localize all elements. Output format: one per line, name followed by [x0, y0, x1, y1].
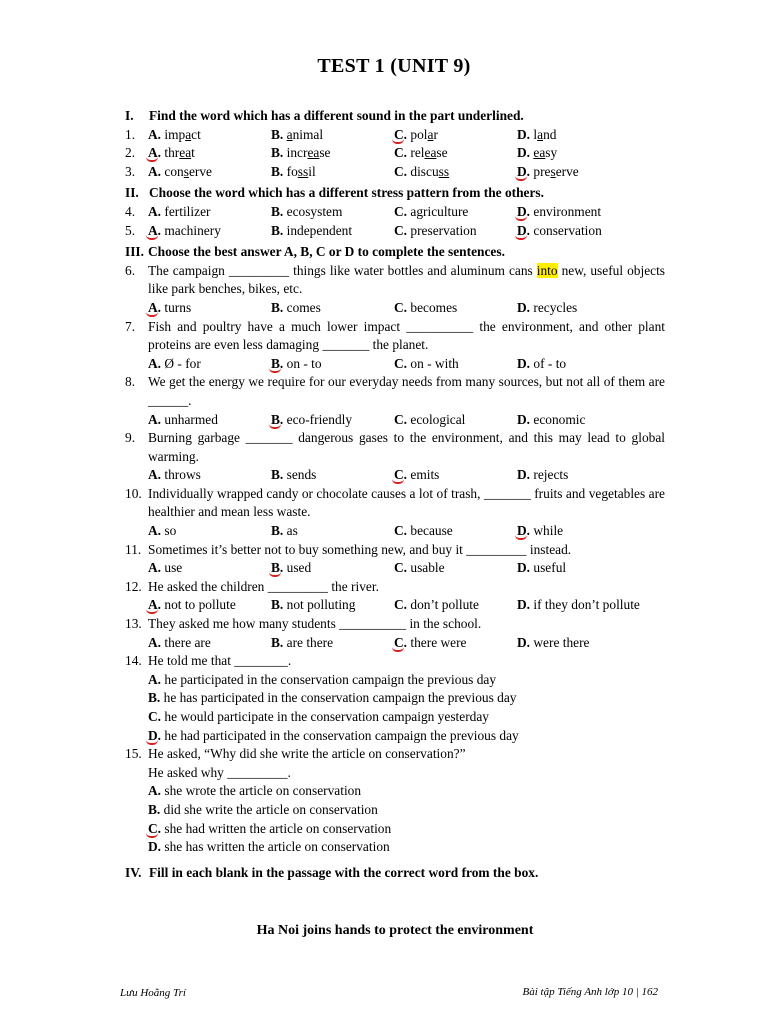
question-text-part: Sometimes it’s better not to buy something new, and buy it _________ instead.: [148, 541, 572, 557]
option-text: throws: [161, 467, 201, 483]
option-letter: D.: [517, 467, 531, 483]
option-text: r: [433, 126, 438, 142]
question-number: 14.: [125, 653, 142, 669]
option-text: sy: [545, 145, 558, 161]
options-row: [125, 634, 665, 653]
option-text: l: [530, 126, 538, 142]
question-text: [148, 373, 665, 410]
underlined-part: ea: [533, 145, 546, 161]
option-letter: B.: [271, 560, 284, 576]
section-number: I.: [125, 108, 134, 123]
option-letter: D.: [148, 727, 162, 743]
underlined-part: ea: [179, 145, 192, 161]
question-item: [125, 745, 665, 764]
answer-option[interactable]: [394, 222, 517, 241]
option-letter: D.: [517, 411, 531, 427]
option-text: rel: [407, 145, 425, 161]
answer-option[interactable]: [148, 801, 665, 820]
underlined-part: s: [550, 163, 556, 179]
underlined-part: s: [183, 163, 189, 179]
option-text: imp: [161, 126, 186, 142]
answer-option[interactable]: [271, 163, 394, 182]
question-number: 1.: [125, 126, 136, 142]
options-row: [125, 466, 665, 485]
option-text: were there: [530, 634, 590, 650]
option-letter: B.: [271, 467, 284, 483]
option-text: not to pollute: [161, 597, 236, 613]
option-text: economic: [530, 411, 586, 427]
question-number: 12.: [125, 578, 142, 594]
option-text: discu: [407, 163, 439, 179]
option-letter: D.: [517, 523, 531, 539]
question-item: [125, 373, 665, 410]
answer-option[interactable]: [394, 126, 517, 145]
option-text: fertilizer: [161, 203, 211, 219]
answer-option[interactable]: [517, 466, 640, 485]
option-text: so: [161, 523, 177, 539]
option-letter: B.: [271, 523, 284, 539]
option-text: agriculture: [407, 203, 469, 219]
question-text: [148, 429, 665, 466]
answer-option[interactable]: [271, 144, 394, 163]
option-letter: B.: [148, 690, 161, 706]
option-letter: D.: [517, 634, 531, 650]
section-instruction: Find the word which has a different sound in the part underlined.: [149, 108, 524, 123]
answer-option[interactable]: [271, 222, 394, 241]
answer-option[interactable]: [394, 411, 517, 430]
option-text: conservation: [530, 222, 602, 238]
option-letter: B.: [271, 411, 284, 427]
underlined-part: ss: [438, 163, 450, 179]
answer-option[interactable]: [517, 163, 640, 182]
option-letter: A.: [148, 523, 162, 539]
stacked-options: [125, 782, 665, 856]
option-text: usable: [407, 560, 445, 576]
section-heading: [125, 864, 665, 883]
question-number: 7.: [125, 318, 136, 334]
question-text: [148, 615, 665, 634]
highlighted-word: into: [536, 262, 558, 278]
answer-option[interactable]: [148, 144, 271, 163]
footer-book-page: Bài tập Tiếng Anh lớp 10 | 162: [522, 986, 658, 998]
question-item: [125, 222, 665, 241]
answer-option[interactable]: [148, 708, 665, 727]
option-letter: D.: [517, 203, 531, 219]
question-item: [125, 262, 665, 299]
answer-option[interactable]: [394, 466, 517, 485]
answer-option[interactable]: [271, 466, 394, 485]
question-item: [125, 144, 665, 163]
question-text: [148, 318, 665, 355]
options-row: [148, 126, 640, 145]
question-item: [125, 126, 665, 145]
option-text: she had written the article on conservation: [161, 820, 392, 836]
option-letter: C.: [394, 523, 408, 539]
option-letter: C.: [148, 820, 162, 836]
option-letter: B.: [271, 145, 284, 161]
option-letter: D.: [517, 222, 531, 238]
option-letter: A.: [148, 222, 162, 238]
section-number: IV.: [125, 864, 142, 880]
answer-option[interactable]: [148, 727, 665, 746]
option-letter: C.: [394, 126, 408, 142]
option-letter: D.: [148, 839, 162, 855]
option-letter: D.: [517, 299, 531, 315]
option-letter: D.: [517, 597, 531, 613]
option-text: there are: [161, 634, 211, 650]
option-letter: C.: [394, 222, 408, 238]
option-letter: B.: [148, 801, 161, 817]
question-number: 6.: [125, 262, 136, 278]
question-text: [148, 745, 665, 764]
answer-option[interactable]: [517, 596, 640, 615]
answer-option[interactable]: [148, 671, 665, 690]
option-text: sends: [283, 467, 317, 483]
answer-option[interactable]: [394, 355, 517, 374]
option-text: he would participate in the conservation campaign yesterday: [161, 709, 489, 724]
answer-option[interactable]: [148, 820, 665, 839]
answer-option[interactable]: [148, 411, 271, 430]
passage-title: Ha Noi joins hands to protect the environment: [256, 923, 534, 938]
option-text: erve: [188, 163, 212, 179]
option-letter: C.: [394, 467, 408, 483]
option-text: if they don’t pollute: [530, 597, 640, 613]
option-letter: A.: [148, 467, 162, 483]
answer-option[interactable]: [517, 222, 640, 241]
question-text-part: Burning garbage _______ dangerous gases to the environment, and this may lead to global warming.: [148, 430, 665, 464]
option-text: while: [530, 523, 564, 539]
question-text: [148, 541, 665, 560]
underlined-part: a: [427, 126, 434, 142]
option-letter: B.: [271, 634, 284, 650]
option-letter: B.: [271, 355, 284, 371]
answer-option[interactable]: [271, 126, 394, 145]
option-text: used: [283, 560, 312, 576]
question-number: 9.: [125, 430, 136, 446]
question-item: [125, 652, 665, 671]
answer-option[interactable]: [394, 596, 517, 615]
option-text: useful: [530, 560, 567, 576]
option-text: ct: [191, 126, 201, 142]
question-text-part: new, useful objects like park benches, bikes, etc.: [148, 262, 666, 297]
question-item: [125, 485, 665, 522]
option-letter: B.: [271, 203, 284, 219]
stacked-options: [125, 671, 665, 745]
options-row: [125, 299, 665, 318]
answer-option[interactable]: [394, 144, 517, 163]
option-text: on - to: [283, 355, 322, 371]
option-text: fo: [283, 163, 298, 179]
question-item: [125, 578, 665, 597]
option-letter: B.: [271, 222, 284, 238]
option-letter: A.: [148, 597, 162, 613]
option-letter: C.: [394, 145, 408, 161]
option-text: use: [161, 560, 183, 576]
option-letter: A.: [148, 299, 162, 315]
question-text-part: Individually wrapped candy or chocolate causes a lot of trash, _______ fruits and vegetables are healthier and mean less waste.: [148, 485, 665, 520]
answer-option[interactable]: [517, 299, 640, 318]
option-letter: D.: [517, 355, 531, 371]
options-row: [125, 596, 665, 615]
option-letter: D.: [517, 560, 531, 576]
option-text: becomes: [407, 299, 458, 315]
option-text: did she write the article on conservation: [160, 801, 378, 817]
option-letter: C.: [394, 597, 408, 613]
answer-option[interactable]: [517, 522, 640, 541]
answer-option[interactable]: [148, 222, 271, 241]
answer-option[interactable]: [148, 126, 271, 145]
option-text: as: [283, 523, 298, 539]
option-text: pol: [407, 126, 428, 142]
option-text: preservation: [407, 222, 477, 238]
answer-option[interactable]: [271, 203, 394, 222]
answer-option[interactable]: [148, 466, 271, 485]
option-text: rejects: [530, 467, 569, 483]
option-letter: C.: [394, 634, 408, 650]
option-text: unharmed: [161, 411, 218, 427]
option-text: ecosystem: [283, 203, 343, 219]
answer-option[interactable]: [394, 559, 517, 578]
question-text-part: They asked me how many students __________ in the school.: [148, 616, 482, 632]
option-text: se: [436, 145, 448, 161]
section-heading: [125, 184, 665, 203]
question-item: [125, 163, 665, 182]
options-row: [125, 559, 665, 578]
question-text: [148, 485, 665, 522]
option-letter: C.: [394, 203, 408, 219]
option-text: incr: [283, 145, 308, 161]
question-item: [125, 318, 665, 355]
option-letter: A.: [148, 355, 162, 371]
answer-option[interactable]: [271, 299, 394, 318]
answer-option[interactable]: [517, 634, 640, 653]
answer-option[interactable]: [271, 522, 394, 541]
option-text: don’t pollute: [407, 597, 479, 613]
option-letter: B.: [271, 126, 284, 142]
option-text: thr: [161, 145, 180, 161]
section-heading: [125, 107, 665, 126]
option-letter: C.: [394, 299, 408, 315]
answer-option[interactable]: [394, 203, 517, 222]
option-text: there were: [407, 634, 467, 650]
option-letter: A.: [148, 411, 162, 427]
section-instruction: Choose the word which has a different stress pattern from the others.: [149, 185, 544, 201]
question-number: 13.: [125, 616, 142, 632]
answer-option[interactable]: [148, 559, 271, 578]
option-text: she has written the article on conservation: [161, 839, 390, 855]
question-number: 2.: [125, 145, 136, 161]
answer-option[interactable]: [148, 203, 271, 222]
option-text: not polluting: [283, 597, 356, 613]
answer-option[interactable]: [271, 411, 394, 430]
question-text-part: He asked the children _________ the river.: [148, 578, 379, 594]
question-number: 11.: [125, 541, 142, 557]
section-number: II.: [125, 185, 139, 201]
answer-option[interactable]: [394, 299, 517, 318]
options-row: [148, 222, 640, 241]
underlined-part: ss: [297, 163, 309, 179]
answer-option[interactable]: [271, 559, 394, 578]
question-content: [125, 104, 665, 882]
answer-option[interactable]: [517, 144, 640, 163]
question-item: [125, 615, 665, 634]
question-number: 5.: [125, 222, 136, 238]
question-text-line: He asked why _________.: [148, 764, 291, 780]
question-text-part: We get the energy we require for our everyday needs from many sources, but not all of them are ______.: [148, 374, 665, 408]
option-text: pre: [530, 163, 551, 179]
answer-option[interactable]: [271, 596, 394, 615]
question-text-part: He told me that ________.: [148, 653, 292, 669]
option-text: comes: [283, 299, 321, 315]
question-number: 10.: [125, 485, 142, 501]
question-text: [148, 652, 665, 671]
option-text: Ø - for: [161, 355, 201, 371]
option-text: environment: [530, 203, 602, 219]
option-letter: C.: [394, 163, 408, 179]
question-text-part: He asked, “Why did she write the article on conservation?”: [148, 746, 466, 762]
section-instruction: Fill in each blank in the passage with the correct word from the box.: [149, 864, 539, 880]
option-letter: A.: [148, 163, 162, 179]
option-letter: D.: [517, 126, 531, 142]
option-text: se: [319, 145, 331, 161]
question-text: [148, 578, 665, 597]
answer-option[interactable]: [148, 782, 665, 801]
options-row: [148, 163, 640, 182]
answer-option[interactable]: [517, 559, 640, 578]
option-letter: C.: [148, 709, 162, 724]
option-text: machinery: [161, 222, 221, 238]
option-letter: B.: [271, 299, 284, 315]
option-text: he participated in the conservation campaign the previous day: [161, 671, 497, 687]
underlined-part: a: [537, 126, 544, 142]
option-text: con: [161, 163, 184, 179]
answer-option[interactable]: [148, 163, 271, 182]
option-letter: A.: [148, 671, 162, 687]
option-letter: B.: [271, 163, 284, 179]
page-title: TEST 1 (UNIT 9): [317, 55, 471, 77]
option-text: recycles: [530, 299, 578, 315]
option-text: erve: [555, 163, 579, 179]
answer-option[interactable]: [148, 522, 271, 541]
question-text-part: Fish and poultry have a much lower impact __________ the environment, and other plant proteins are even less damaging _______ the planet.: [148, 318, 665, 353]
underlined-part: a: [185, 126, 192, 142]
option-text: ecological: [407, 411, 466, 427]
answer-option[interactable]: [148, 355, 271, 374]
underlined-part: ea: [424, 145, 437, 161]
option-text: turns: [161, 299, 192, 315]
option-text: independent: [283, 222, 353, 238]
option-text: because: [407, 523, 453, 539]
question-text: [148, 262, 665, 299]
options-row: [148, 203, 640, 222]
answer-option[interactable]: [517, 203, 640, 222]
answer-option[interactable]: [271, 634, 394, 653]
option-letter: D.: [517, 163, 531, 179]
option-letter: A.: [148, 145, 162, 161]
option-letter: C.: [394, 411, 408, 427]
question-text-part: The campaign _________ things like water bottles and aluminum cans: [148, 262, 537, 278]
option-letter: A.: [148, 203, 162, 219]
underlined-part: a: [286, 126, 293, 142]
option-text: nimal: [292, 126, 324, 142]
answer-option[interactable]: [517, 126, 640, 145]
option-letter: A.: [148, 560, 162, 576]
option-letter: C.: [394, 355, 408, 371]
option-letter: C.: [394, 560, 408, 576]
section-instruction: Choose the best answer A, B, C or D to complete the sentences.: [148, 244, 505, 260]
options-row: [125, 411, 665, 430]
option-text: are there: [283, 634, 334, 650]
answer-option[interactable]: [517, 355, 640, 374]
options-row: [148, 144, 640, 163]
answer-option[interactable]: [394, 163, 517, 182]
question-number: 3.: [125, 163, 136, 179]
option-text: emits: [407, 467, 440, 483]
option-letter: A.: [148, 126, 162, 142]
answer-option[interactable]: [394, 522, 517, 541]
answer-option[interactable]: [517, 411, 640, 430]
answer-option[interactable]: [148, 689, 665, 708]
answer-option[interactable]: [148, 838, 665, 857]
option-text: on - with: [407, 355, 459, 371]
question-number: 8.: [125, 374, 136, 390]
answer-option[interactable]: [148, 596, 271, 615]
section-number: III.: [125, 244, 144, 260]
section-heading: [125, 243, 665, 262]
options-row: [125, 355, 665, 374]
option-text: il: [308, 163, 316, 179]
option-letter: D.: [517, 145, 531, 161]
options-row: [125, 522, 665, 541]
option-text: she wrote the article on conservation: [161, 783, 362, 799]
option-text: of - to: [530, 355, 567, 371]
option-letter: B.: [271, 597, 284, 613]
question-item: [125, 203, 665, 222]
question-item: [125, 541, 665, 560]
answer-option[interactable]: [148, 299, 271, 318]
option-letter: A.: [148, 634, 162, 650]
answer-option[interactable]: [271, 355, 394, 374]
question-item: [125, 429, 665, 466]
footer-author: Lưu Hoằng Trí: [120, 987, 186, 999]
underlined-part: ea: [307, 145, 320, 161]
option-text: he has participated in the conservation campaign the previous day: [160, 690, 517, 706]
question-number: 15.: [125, 746, 142, 762]
answer-option[interactable]: [148, 634, 271, 653]
answer-option[interactable]: [394, 634, 517, 653]
option-text: t: [191, 145, 195, 161]
option-text: eco-friendly: [283, 411, 353, 427]
option-text: he had participated in the conservation campaign the previous day: [161, 727, 519, 743]
question-number: 4.: [125, 203, 136, 219]
option-text: nd: [543, 126, 557, 142]
option-letter: A.: [148, 783, 162, 799]
